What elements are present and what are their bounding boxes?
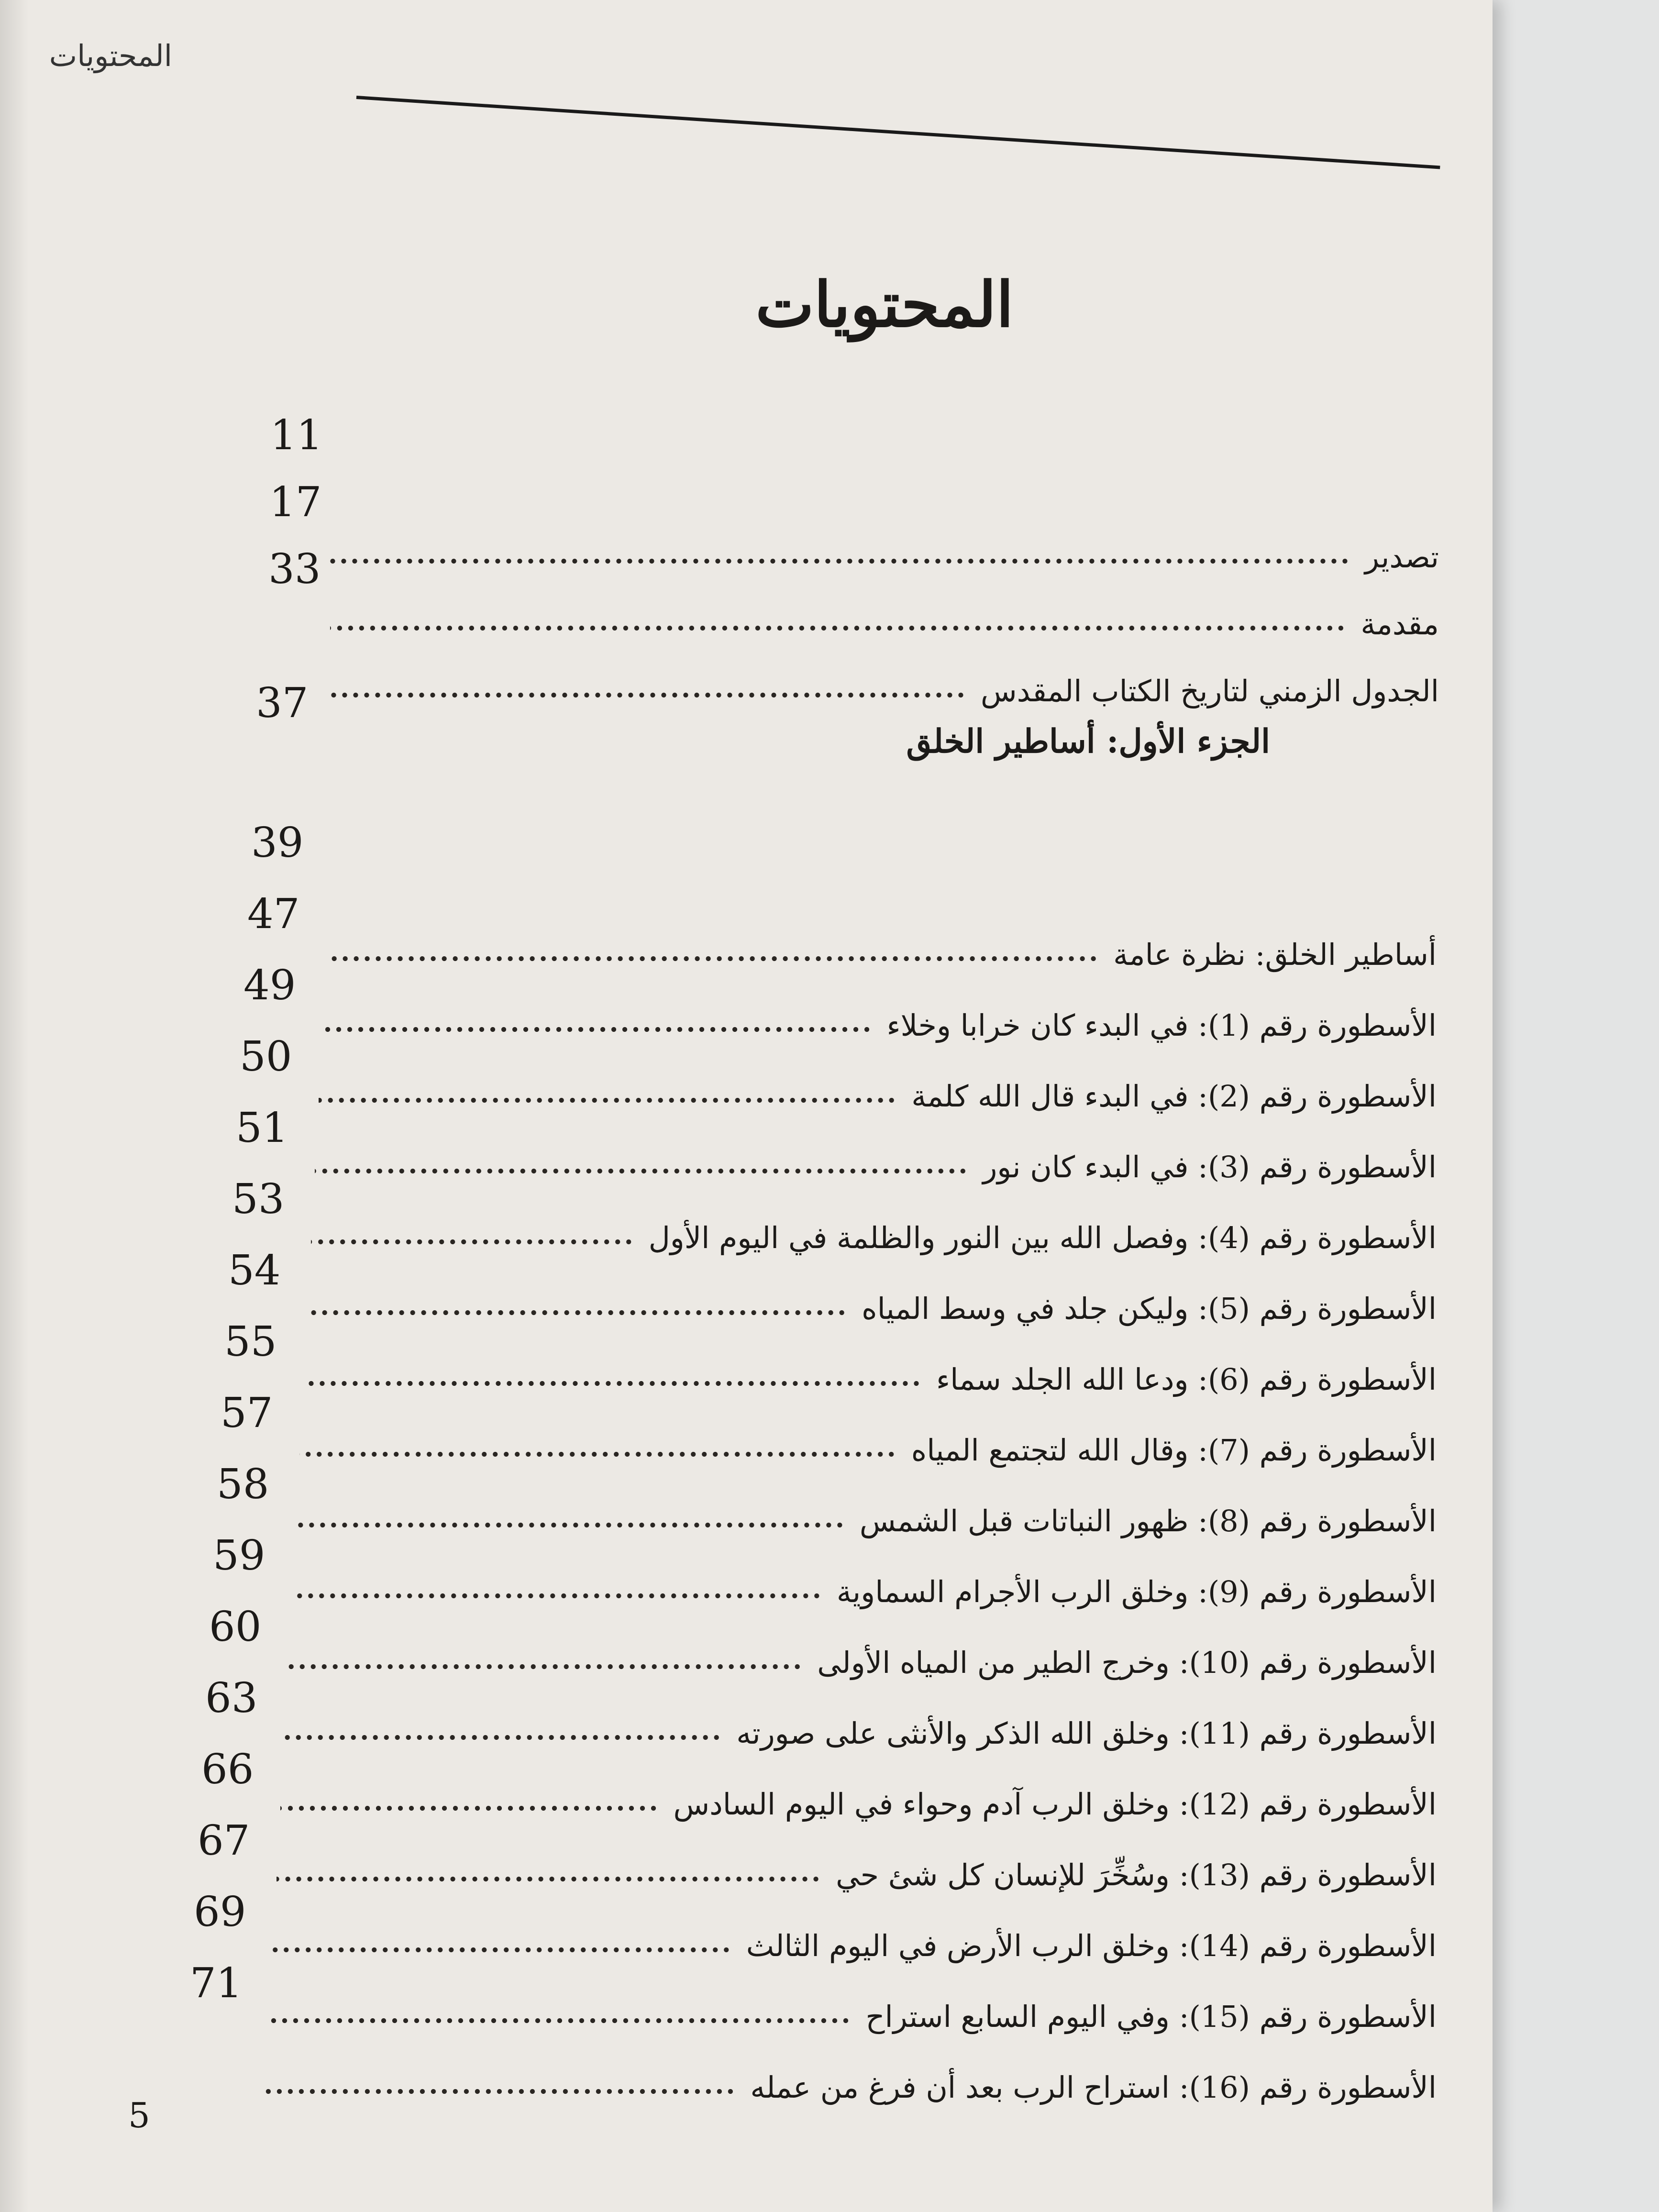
dot-leader — [330, 556, 1350, 566]
toc-entry — [292, 1573, 1437, 1611]
toc-page-number: 58 — [217, 1460, 269, 1508]
toc-entry — [326, 936, 1437, 974]
toc-entry — [322, 1006, 1437, 1045]
toc-entry-title: الجدول الزمني لتاريخ الكتاب المقدس — [980, 674, 1439, 708]
toc-page-number: 50 — [240, 1033, 292, 1081]
dot-leader — [288, 1662, 803, 1671]
toc-entry — [315, 1148, 1437, 1186]
toc-entry-title: أساطير الخلق: نظرة عامة — [1113, 937, 1437, 972]
dot-leader — [319, 1095, 897, 1105]
toc-page-number: 71 — [190, 1959, 243, 2007]
toc-page-number: 57 — [221, 1389, 273, 1437]
toc-page-number: 55 — [224, 1318, 277, 1366]
toc-page-number: 51 — [236, 1104, 288, 1152]
toc-entry — [307, 1290, 1437, 1328]
toc-entry — [273, 1927, 1437, 1965]
dot-leader — [315, 1166, 968, 1176]
part-page-number: 37 — [256, 679, 309, 727]
dot-leader — [322, 1025, 873, 1034]
toc-entry-title: الأسطورة رقم (15): وفي اليوم السابع استراح — [865, 1999, 1437, 2034]
toc-entry — [276, 1856, 1437, 1894]
dot-leader — [273, 1945, 732, 1955]
toc-page-number: 53 — [232, 1175, 285, 1223]
toc-page-number: 33 — [268, 545, 321, 593]
toc-entry-title: الأسطورة رقم (5): وليكن جلد في وسط المياه — [862, 1291, 1437, 1326]
toc-entry — [303, 1360, 1437, 1399]
toc-page-number: 54 — [228, 1247, 281, 1294]
dot-leader — [299, 1449, 897, 1459]
toc-entry — [284, 1714, 1437, 1753]
toc-entry-title: الأسطورة رقم (16): استراح الرب بعد أن فرغ من عمله — [750, 2070, 1437, 2105]
toc-page-number: 49 — [243, 962, 296, 1009]
toc-entry-title: الأسطورة رقم (10): وخرج الطير من المياه الأولى — [817, 1645, 1437, 1680]
dot-leader — [311, 1237, 634, 1247]
toc-entry — [269, 1998, 1437, 2036]
toc-entry-title: مقدمة — [1360, 607, 1439, 641]
toc-entry — [296, 1502, 1437, 1540]
toc-page-number: 39 — [251, 819, 304, 867]
dot-leader — [330, 623, 1346, 633]
toc-page-number: 69 — [194, 1888, 246, 1936]
toc-entry — [330, 538, 1439, 576]
toc-entry — [280, 1785, 1437, 1824]
toc-entry-title: الأسطورة رقم (4): وفصل الله بين النور والظلمة في اليوم الأول — [648, 1220, 1437, 1255]
toc-entry-title: الأسطورة رقم (14): وخلق الرب الأرض في اليوم الثالث — [746, 1928, 1437, 1963]
running-head: المحتويات — [49, 38, 172, 73]
dot-leader — [280, 1803, 659, 1813]
dot-leader — [292, 1591, 822, 1601]
folio: 5 — [128, 2095, 150, 2135]
toc-page-number: 60 — [209, 1603, 262, 1651]
toc-entry-title: الأسطورة رقم (11): وخلق الله الذكر والأنثى على صورته — [736, 1716, 1437, 1751]
toc-entry — [288, 1644, 1437, 1682]
toc-entry — [299, 1431, 1437, 1470]
part-heading: الجزء الأول: أساطير الخلق — [906, 722, 1270, 761]
toc-entry — [319, 1077, 1437, 1116]
toc-entry-title: الأسطورة رقم (2): في البدء قال الله كلمة — [911, 1079, 1437, 1114]
toc-entry-title: الأسطورة رقم (9): وخلق الرب الأجرام السماوية — [836, 1574, 1437, 1609]
toc-entry-title: تصدير — [1364, 540, 1439, 575]
toc-page-number: 11 — [270, 411, 323, 459]
toc-entry — [265, 2068, 1437, 2107]
toc-page-number: 66 — [201, 1746, 254, 1793]
toc-entry-title: الأسطورة رقم (13): وسُخِّرَ للإنسان كل شئ حي — [836, 1858, 1437, 1892]
toc-entry — [311, 1219, 1437, 1257]
toc-entry-title: الأسطورة رقم (12): وخلق الرب آدم وحواء في اليوم السادس — [673, 1787, 1437, 1822]
dot-leader — [276, 1874, 821, 1884]
toc-entry-title: الأسطورة رقم (7): وقال الله لتجتمع المياه — [911, 1433, 1437, 1468]
toc-entry-title: الأسطورة رقم (6): ودعا الله الجلد سماء — [936, 1362, 1437, 1397]
toc-page-number: 17 — [269, 478, 322, 526]
dot-leader — [265, 2087, 736, 2096]
toc-entry-title: الأسطورة رقم (8): ظهور النباتات قبل الشمس — [859, 1504, 1437, 1538]
toc-page-number: 47 — [247, 890, 300, 938]
toc-entry — [330, 605, 1439, 643]
toc-entry — [330, 672, 1439, 710]
dot-leader — [296, 1520, 845, 1530]
dot-leader — [326, 954, 1099, 963]
dot-leader — [307, 1308, 847, 1317]
dot-leader — [284, 1733, 722, 1742]
page-title: المحتويات — [755, 268, 1014, 341]
dot-leader — [303, 1379, 922, 1388]
dot-leader — [269, 2016, 851, 2025]
toc-entry-title: الأسطورة رقم (3): في البدء كان نور — [983, 1150, 1437, 1184]
dot-leader — [330, 690, 966, 700]
toc-page-number: 63 — [205, 1674, 258, 1722]
toc-page-number: 67 — [198, 1817, 250, 1865]
toc-entry-title: الأسطورة رقم (1): في البدء كان خرابا وخلاء — [886, 1008, 1437, 1043]
toc-page-number: 59 — [213, 1532, 265, 1580]
